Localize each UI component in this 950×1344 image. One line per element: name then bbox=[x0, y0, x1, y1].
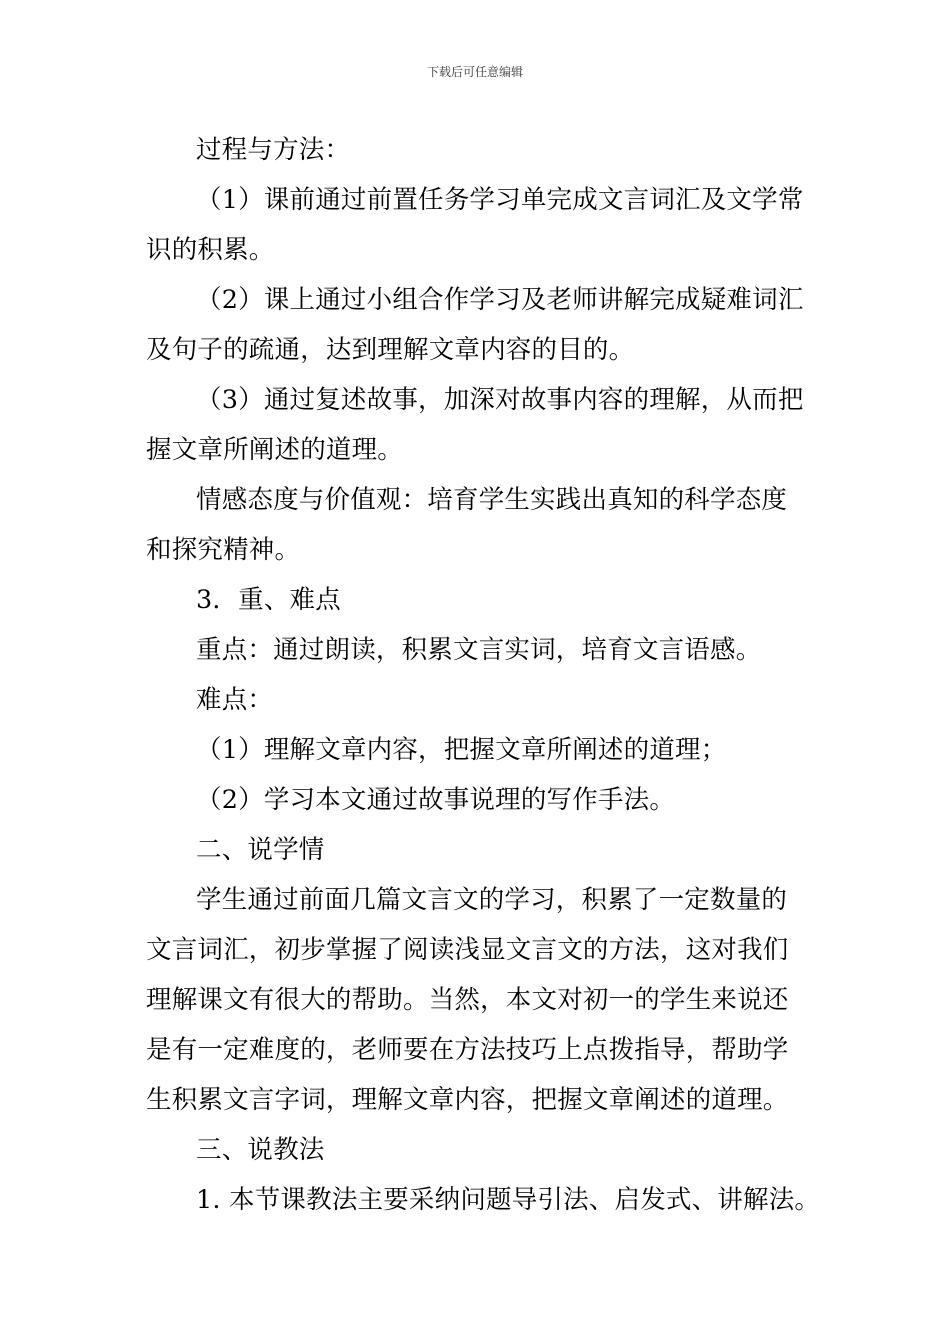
paragraph-line-2: 文言词汇，初步掌握了阅读浅显文言文的方法，这对我们 bbox=[146, 935, 789, 965]
text-line-difficulty-label: 难点： bbox=[196, 685, 274, 715]
section-heading-learning-situation: 二、说学情 bbox=[196, 835, 325, 865]
text-line-process-methods: 过程与方法： bbox=[196, 135, 351, 165]
text-line-item-1: （1）课前通过前置任务学习单完成文言词汇及文学常 bbox=[196, 185, 804, 215]
text-line-attitude-cont: 和探究精神。 bbox=[146, 535, 301, 565]
text-line-item-3: （3）通过复述故事，加深对故事内容的理解，从而把 bbox=[196, 385, 804, 415]
page-header: 下载后可任意编辑 bbox=[426, 65, 523, 79]
text-line-item-3-cont: 握文章所阐述的道理。 bbox=[146, 435, 404, 465]
text-line-teaching-method-1: 1. 本节课教法主要采纳问题导引法、启发式、讲解法。 bbox=[196, 1185, 821, 1215]
text-line-item-1-cont: 识的积累。 bbox=[146, 235, 275, 265]
paragraph-line-5: 生积累文言字词，理解文章内容，把握文章阐述的道理。 bbox=[146, 1085, 789, 1115]
paragraph-line-4: 是有一定难度的，老师要在方法技巧上点拨指导，帮助学 bbox=[146, 1035, 789, 1065]
text-line-item-2-cont: 及句子的疏通，达到理解文章内容的目的。 bbox=[146, 335, 635, 365]
section-heading-teaching-methods: 三、说教法 bbox=[196, 1135, 325, 1165]
text-line-attitude: 情感态度与价值观：培育学生实践出真知的科学态度 bbox=[196, 485, 788, 515]
paragraph-line-1: 学生通过前面几篇文言文的学习，积累了一定数量的 bbox=[196, 885, 788, 915]
text-line-item-2: （2）课上通过小组合作学习及老师讲解完成疑难词汇 bbox=[196, 285, 804, 315]
paragraph-line-3: 理解课文有很大的帮助。当然，本文对初一的学生来说还 bbox=[146, 985, 789, 1015]
text-line-key-point: 重点：通过朗读，积累文言实词，培育文言语感。 bbox=[196, 635, 762, 665]
text-line-difficulty-2: （2）学习本文通过故事说理的写作手法。 bbox=[196, 785, 676, 815]
text-line-difficulty-1: （1）理解文章内容，把握文章所阐述的道理； bbox=[196, 735, 727, 765]
section-heading-key-points: 3．重、难点 bbox=[196, 585, 341, 615]
